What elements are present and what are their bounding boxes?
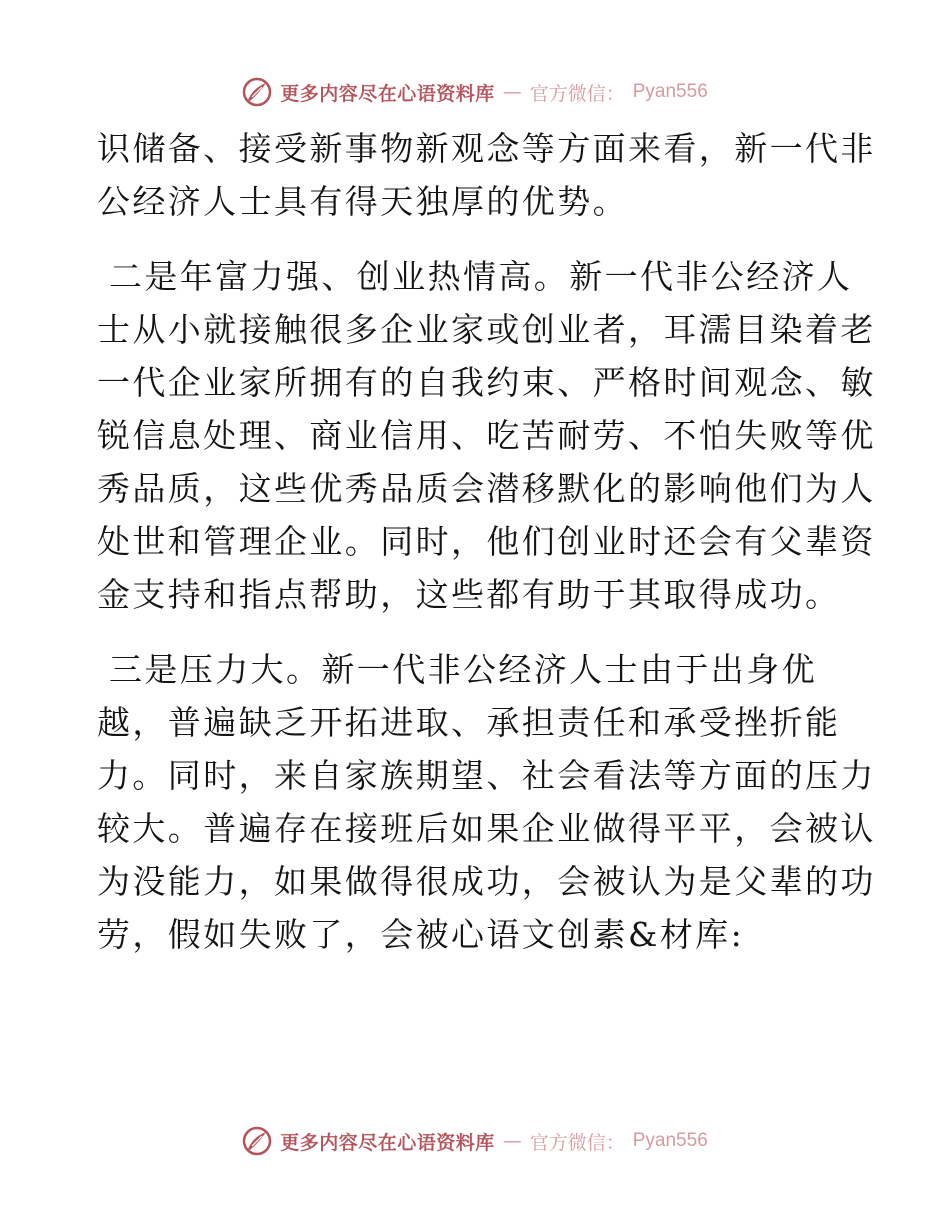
text-line: 金支持和指点帮助，这些都有助于其取得成功。 bbox=[97, 575, 841, 614]
text-line: 公经济人士具有得天独厚的优势。 bbox=[97, 182, 628, 221]
paragraph-1 bbox=[97, 122, 876, 228]
text-line: 一代企业家所拥有的自我约束、严格时间观念、敏 bbox=[97, 363, 876, 402]
paragraph-3 bbox=[97, 643, 876, 961]
text-line: 劳，假如失败了，会被心语文创素&材库: bbox=[97, 915, 745, 954]
text-line: 识储备、接受新事物新观念等方面来看，新一代非 bbox=[97, 129, 876, 168]
banner-separator: — bbox=[502, 1130, 522, 1152]
text-line: 二是年富力强、创业热情高。新一代非公经济人 bbox=[109, 257, 853, 296]
footer-watermark-banner bbox=[0, 1121, 950, 1161]
text-line: 力。同时，来自家族期望、社会看法等方面的压力 bbox=[97, 756, 876, 795]
text-line: 秀品质，这些优秀品质会潜移默化的影响他们为人 bbox=[97, 469, 876, 508]
brand-logo-icon bbox=[242, 1126, 272, 1156]
document-body bbox=[97, 122, 876, 983]
text-line: 较大。普遍存在接班后如果企业做得平平，会被认 bbox=[97, 809, 876, 848]
text-line: 三是压力大。新一代非公经济人士由于出身优 bbox=[109, 650, 817, 689]
text-line: 处世和管理企业。同时，他们创业时还会有父辈资 bbox=[97, 522, 876, 561]
banner-wechat-label: 官方微信： bbox=[529, 1131, 625, 1154]
text-line: 为没能力，如果做得很成功，会被认为是父辈的功 bbox=[97, 862, 876, 901]
text-line: 越，普遍缺乏开拓进取、承担责任和承受挫折能 bbox=[97, 703, 841, 742]
brand-logo-icon bbox=[242, 77, 272, 107]
banner-main-text: 更多内容尽在心语资料库 bbox=[280, 82, 495, 105]
banner-wechat-id: Pyan556 bbox=[632, 81, 708, 102]
banner-main-text: 更多内容尽在心语资料库 bbox=[280, 1131, 495, 1154]
banner-wechat-label: 官方微信： bbox=[529, 82, 625, 105]
paragraph-2 bbox=[97, 250, 876, 621]
header-watermark-banner bbox=[0, 72, 950, 112]
banner-separator: — bbox=[502, 81, 522, 103]
text-line: 士从小就接触很多企业家或创业者，耳濡目染着老 bbox=[97, 310, 876, 349]
banner-wechat-id: Pyan556 bbox=[632, 1130, 708, 1151]
text-line: 锐信息处理、商业信用、吃苦耐劳、不怕失败等优 bbox=[97, 416, 876, 455]
